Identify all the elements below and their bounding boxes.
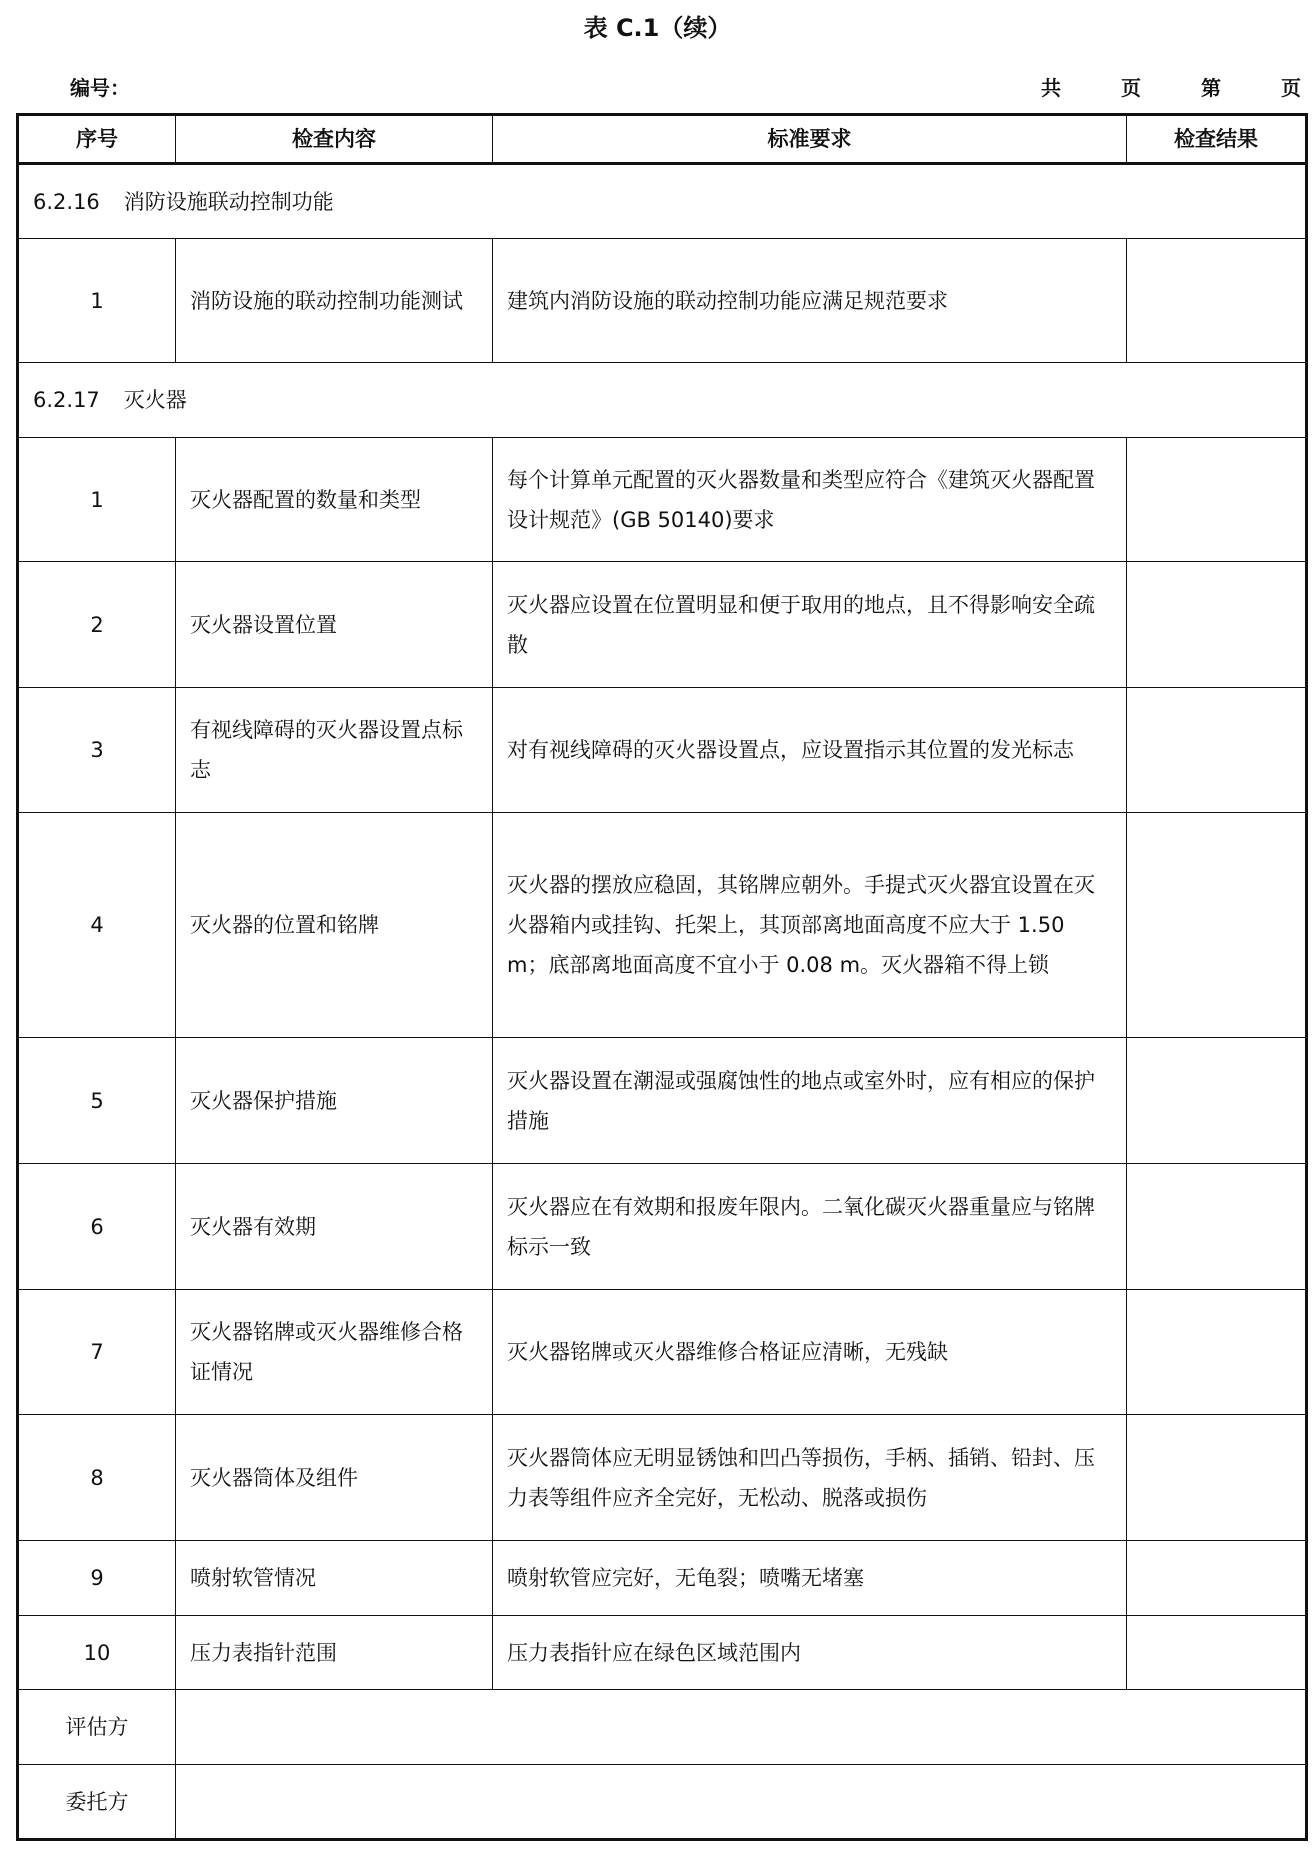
table-row — [18, 1415, 1307, 1541]
page-unit-label: 页 — [1281, 76, 1301, 100]
check-result-cell[interactable] — [1127, 562, 1307, 688]
check-item: 灭火器有效期 — [176, 1164, 493, 1290]
standard-requirement: 灭火器铭牌或灭火器维修合格证应清晰，无残缺 — [493, 1290, 1127, 1415]
row-number: 10 — [18, 1616, 176, 1690]
standard-requirement: 压力表指针应在绿色区域范围内 — [493, 1616, 1127, 1690]
page-total-label: 共 — [1041, 76, 1061, 100]
check-item: 灭火器保护措施 — [176, 1038, 493, 1164]
check-item: 喷射软管情况 — [176, 1541, 493, 1616]
check-item: 灭火器的位置和铭牌 — [176, 813, 493, 1038]
check-result-cell[interactable] — [1127, 1164, 1307, 1290]
row-number: 8 — [18, 1415, 176, 1541]
standard-requirement: 喷射软管应完好，无龟裂；喷嘴无堵塞 — [493, 1541, 1127, 1616]
signature-cell[interactable] — [176, 1765, 1307, 1840]
section-name: 灭火器 — [123, 388, 187, 412]
signature-cell[interactable] — [176, 1690, 1307, 1765]
section-row — [18, 363, 1307, 438]
check-item: 消防设施的联动控制功能测试 — [176, 239, 493, 363]
table-row — [18, 1616, 1307, 1690]
header-result: 检查结果 — [1127, 115, 1307, 164]
row-number: 1 — [18, 239, 176, 363]
standard-requirement: 灭火器筒体应无明显锈蚀和凹凸等损伤，手柄、插销、铅封、压力表等组件应齐全完好，无松动、脱落或损伤 — [493, 1415, 1127, 1541]
standard-requirement: 灭火器应在有效期和报废年限内。二氧化碳灭火器重量应与铭牌标示一致 — [493, 1164, 1127, 1290]
signature-row — [18, 1765, 1307, 1840]
row-number: 3 — [18, 688, 176, 813]
header-requirement: 标准要求 — [493, 115, 1127, 164]
header-item: 检查内容 — [176, 115, 493, 164]
standard-requirement: 建筑内消防设施的联动控制功能应满足规范要求 — [493, 239, 1127, 363]
check-result-cell[interactable] — [1127, 1290, 1307, 1415]
header-no: 序号 — [18, 115, 176, 164]
table-row — [18, 438, 1307, 562]
check-result-cell[interactable] — [1127, 1541, 1307, 1616]
row-number: 1 — [18, 438, 176, 562]
row-number: 9 — [18, 1541, 176, 1616]
signature-row — [18, 1690, 1307, 1765]
table-row — [18, 1164, 1307, 1290]
check-result-cell[interactable] — [1127, 813, 1307, 1038]
check-result-cell[interactable] — [1127, 688, 1307, 813]
standard-requirement: 对有视线障碍的灭火器设置点，应设置指示其位置的发光标志 — [493, 688, 1127, 813]
section-code: 6.2.16 — [33, 189, 100, 214]
table-row — [18, 239, 1307, 363]
page-unit-label: 页 — [1121, 76, 1141, 100]
table-row — [18, 1038, 1307, 1164]
page-count — [981, 72, 1301, 101]
section-heading — [18, 164, 1307, 239]
header-row — [18, 115, 1307, 164]
table-row — [18, 562, 1307, 688]
table-row — [18, 1541, 1307, 1616]
standard-requirement: 灭火器应设置在位置明显和便于取用的地点，且不得影响安全疏散 — [493, 562, 1127, 688]
check-item: 灭火器筒体及组件 — [176, 1415, 493, 1541]
table-row — [18, 1290, 1307, 1415]
row-number: 5 — [18, 1038, 176, 1164]
section-code: 6.2.17 — [33, 388, 100, 412]
row-number: 2 — [18, 562, 176, 688]
row-number: 6 — [18, 1164, 176, 1290]
standard-requirement: 灭火器的摆放应稳固，其铭牌应朝外。手提式灭火器宜设置在灭火器箱内或挂钩、托架上，其顶部离地面高度不应大于 1.50 m；底部离地面高度不宜小于 0.08 m。灭火器箱不得上锁 — [493, 813, 1127, 1038]
check-result-cell[interactable] — [1127, 239, 1307, 363]
check-item: 灭火器设置位置 — [176, 562, 493, 688]
check-item: 有视线障碍的灭火器设置点标志 — [176, 688, 493, 813]
standard-requirement: 每个计算单元配置的灭火器数量和类型应符合《建筑灭火器配置设计规范》(GB 50140)要求 — [493, 438, 1127, 562]
standard-requirement: 灭火器设置在潮湿或强腐蚀性的地点或室外时，应有相应的保护措施 — [493, 1038, 1127, 1164]
table-title: 表 C.1（续） — [583, 14, 732, 42]
signature-label: 评估方 — [18, 1690, 176, 1765]
number-label: 编号： — [70, 76, 130, 100]
check-result-cell[interactable] — [1127, 1616, 1307, 1690]
table-row — [18, 813, 1307, 1038]
check-result-cell[interactable] — [1127, 438, 1307, 562]
row-number: 7 — [18, 1290, 176, 1415]
section-heading — [18, 363, 1307, 438]
table-row — [18, 688, 1307, 813]
check-item: 灭火器铭牌或灭火器维修合格证情况 — [176, 1290, 493, 1415]
signature-label: 委托方 — [18, 1765, 176, 1840]
check-result-cell[interactable] — [1127, 1415, 1307, 1541]
check-item: 灭火器配置的数量和类型 — [176, 438, 493, 562]
inspection-table — [16, 113, 1308, 1841]
section-row — [18, 164, 1307, 239]
check-item: 压力表指针范围 — [176, 1616, 493, 1690]
check-result-cell[interactable] — [1127, 1038, 1307, 1164]
section-name: 消防设施联动控制功能 — [123, 189, 334, 214]
row-number: 4 — [18, 813, 176, 1038]
page-current-label: 第 — [1201, 76, 1221, 100]
